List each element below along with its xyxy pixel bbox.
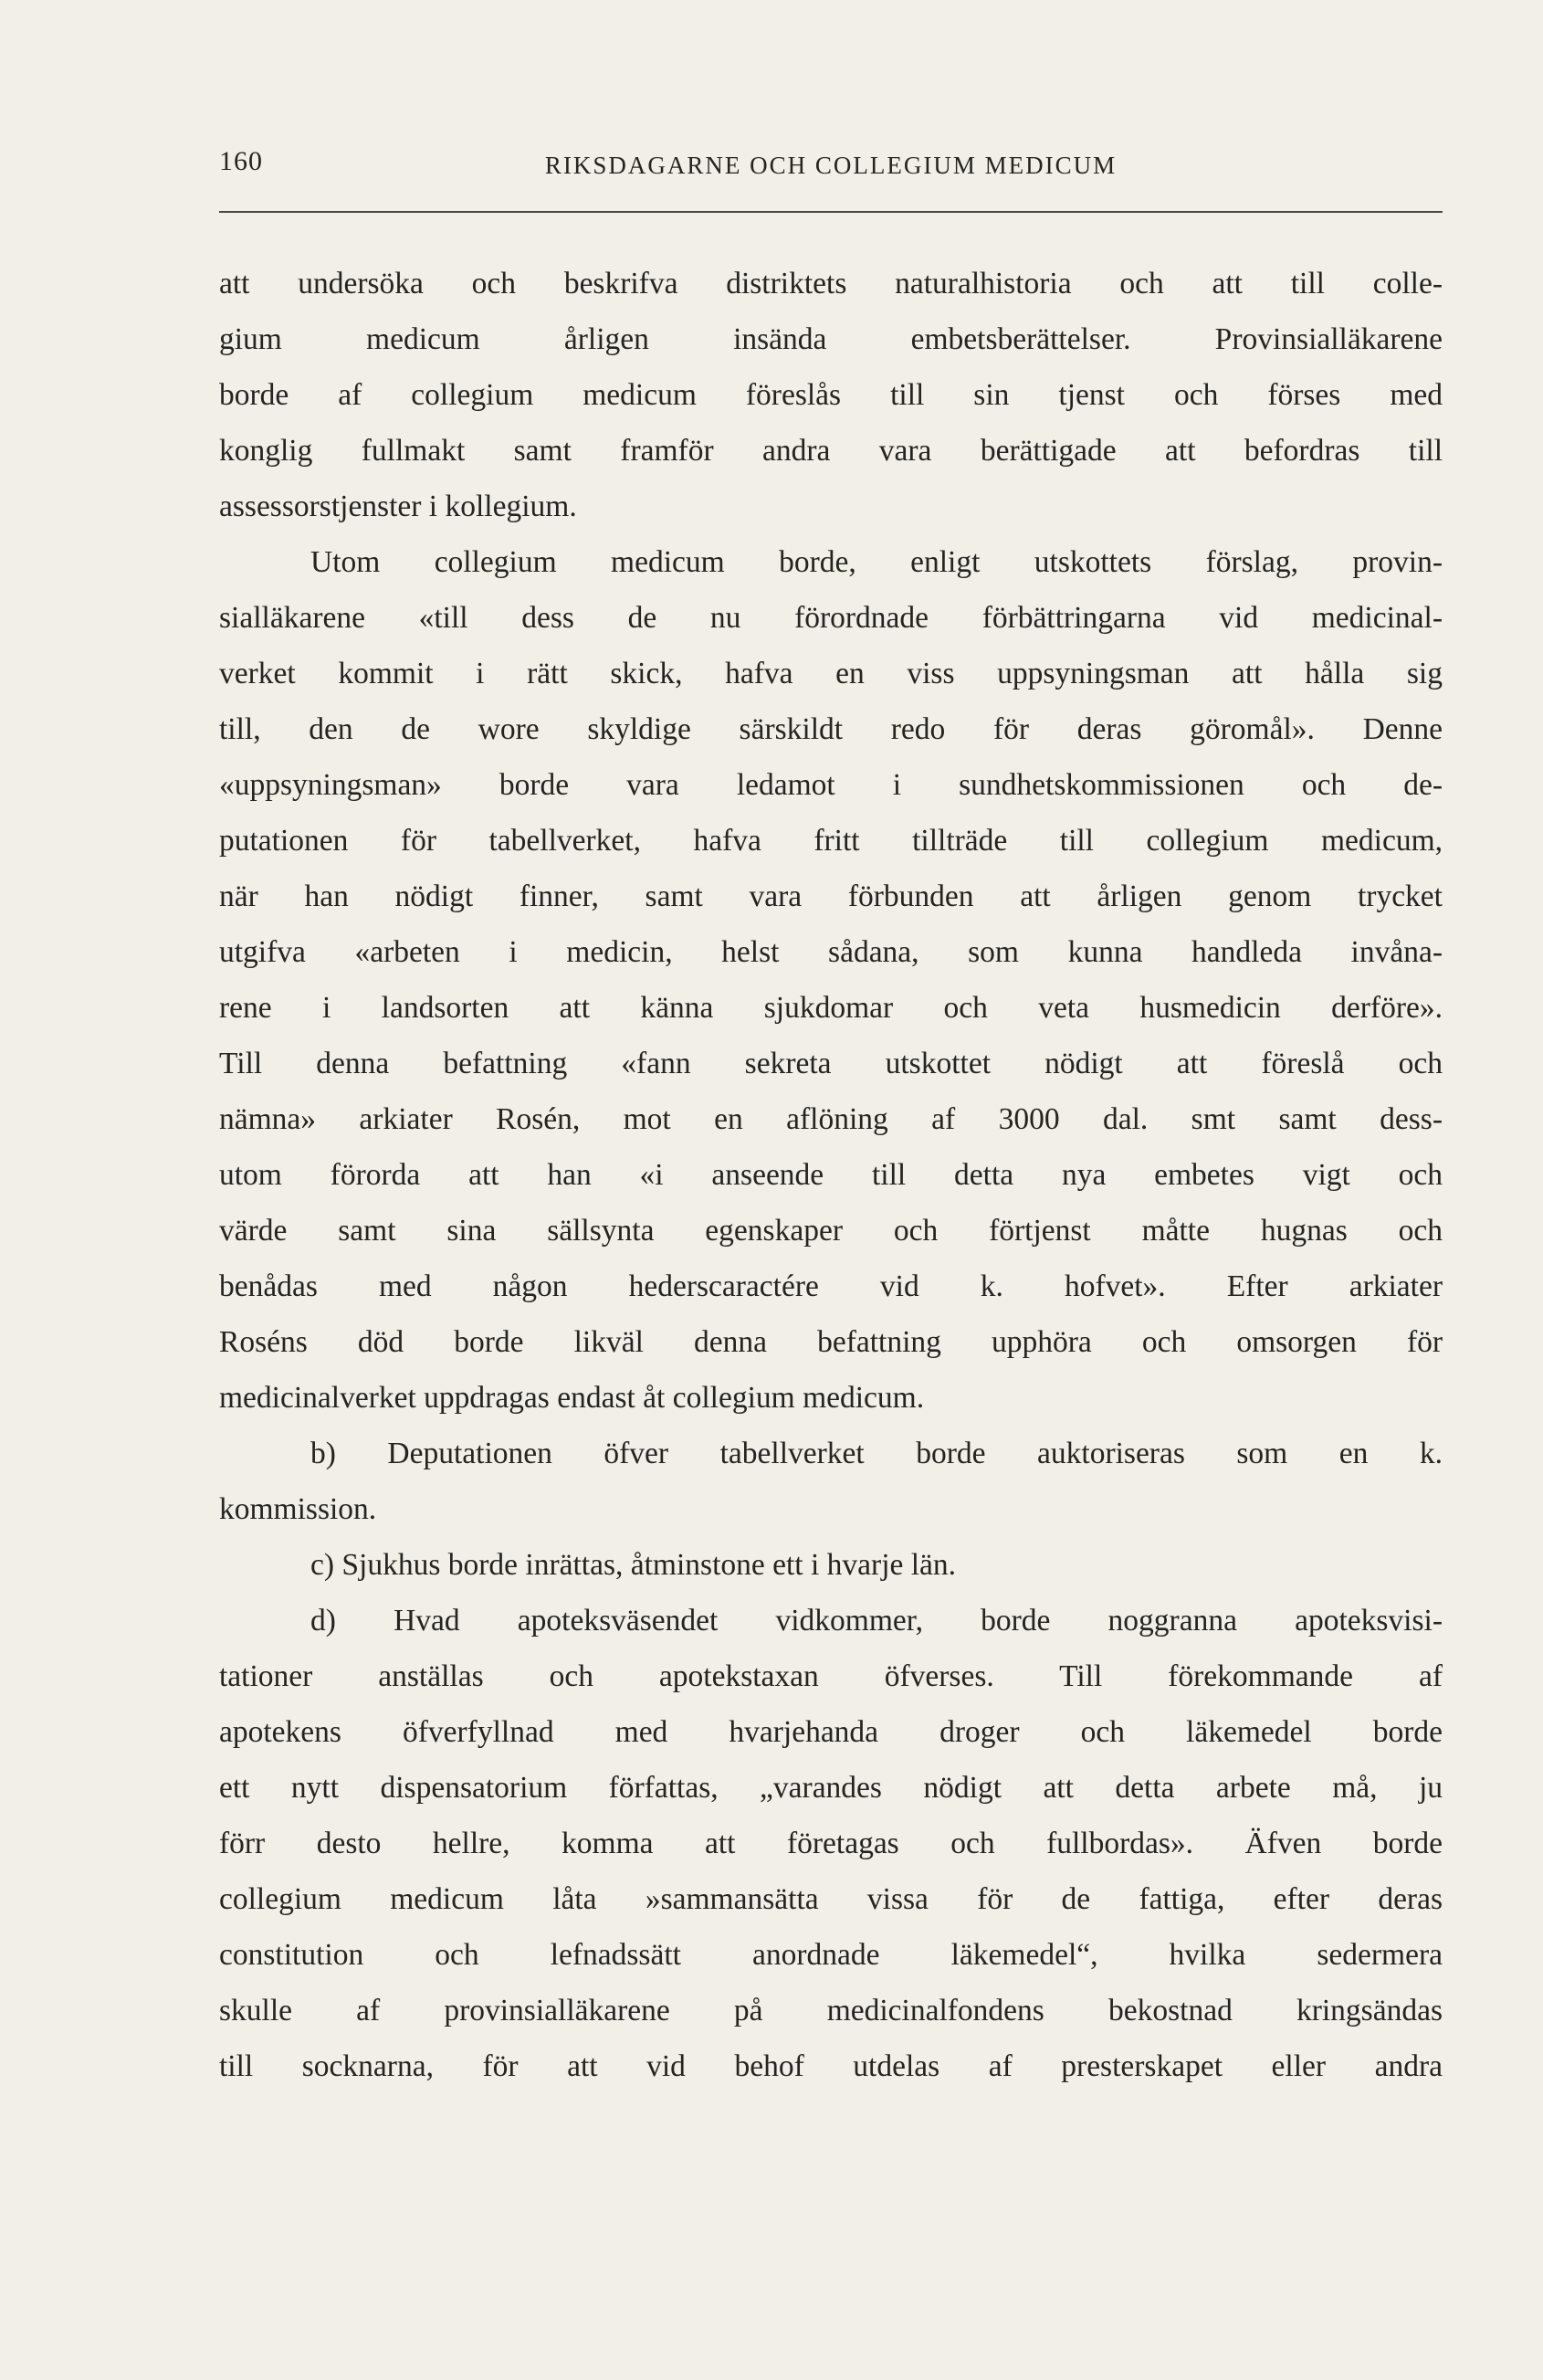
text-line: assessorstjenster i kollegium. <box>219 490 577 523</box>
text-line: sialläkarene «till dess de nu förordnade förbättringarna vid medicinal- <box>219 601 1443 635</box>
header-rule <box>219 211 1443 213</box>
text-line: gium medicum årligen insända embetsberättelser. Provinsialläkarene <box>219 322 1443 356</box>
text-line: apotekens öfverfyllnad med hvarjehanda droger och läkemedel borde <box>219 1715 1443 1749</box>
text-line: till socknarna, för att vid behof utdelas af presterskapet eller andra <box>219 2049 1443 2083</box>
text-line: konglig fullmakt samt framför andra vara berättigade att befordras till <box>219 434 1443 468</box>
text-line: borde af collegium medicum föreslås till sin tjenst och förses med <box>219 378 1443 412</box>
text-line: medicinalverket uppdragas endast åt collegium medicum. <box>219 1381 925 1415</box>
text-line: utgifva «arbeten i medicin, helst sådana, som kunna handleda invåna- <box>219 935 1443 969</box>
text-line: Roséns död borde likväl denna befattning upphöra och omsorgen för <box>219 1325 1443 1359</box>
text-line: till, den de wore skyldige särskildt redo för deras göromål». Denne <box>219 712 1443 746</box>
text-line: Till denna befattning «fann sekreta utskottet nödigt att föreslå och <box>219 1047 1443 1080</box>
text-line: skulle af provinsialläkarene på medicinalfondens bekostnad kringsändas <box>219 1994 1443 2027</box>
text-line: utom förorda att han «i anseende till detta nya embetes vigt och <box>219 1158 1443 1192</box>
text-line: när han nödigt finner, samt vara förbunden att årligen genom trycket <box>219 879 1443 913</box>
running-title: RIKSDAGARNE OCH COLLEGIUM MEDICUM <box>544 152 1118 179</box>
text-line: collegium medicum låta »sammansätta vissa för de fattiga, efter deras <box>219 1882 1443 1916</box>
text-line: kommission. <box>219 1492 377 1526</box>
text-line: värde samt sina sällsynta egenskaper och förtjenst måtte hugnas och <box>219 1214 1443 1248</box>
text-line: rene i landsorten att känna sjukdomar och veta husmedicin derföre». <box>219 991 1443 1025</box>
text-line: c) Sjukhus borde inrättas, åtminstone ett i hvarje län. <box>310 1548 957 1582</box>
text-line: förr desto hellre, komma att företagas och fullbordas». Äfven borde <box>219 1827 1443 1860</box>
text-line: putationen för tabellverket, hafva fritt tillträde till collegium medicum, <box>219 824 1443 858</box>
page-number: 160 <box>219 146 263 176</box>
text-line: att undersöka och beskrifva distriktets naturalhistoria och att till colle- <box>219 267 1443 300</box>
text-line: constitution och lefnadssätt anordnade läkemedel“, hvilka sedermera <box>219 1938 1443 1972</box>
body-text <box>219 256 1443 2094</box>
text-line: ett nytt dispensatorium författas, „varandes nödigt att detta arbete må, ju <box>219 1771 1443 1805</box>
text-line: «uppsyningsman» borde vara ledamot i sundhetskommissionen och de- <box>219 768 1443 802</box>
text-line: d) Hvad apoteksväsendet vidkommer, borde noggranna apoteksvisi- <box>310 1604 1443 1638</box>
text-line: nämna» arkiater Rosén, mot en aflöning af 3000 dal. smt samt dess- <box>219 1102 1443 1136</box>
text-line: b) Deputationen öfver tabellverket borde auktoriseras som en k. <box>310 1437 1443 1470</box>
text-line: Utom collegium medicum borde, enligt utskottets förslag, provin- <box>310 545 1443 579</box>
text-line: tationer anställas och apotekstaxan öfverses. Till förekommande af <box>219 1659 1443 1693</box>
page-header <box>219 146 1443 183</box>
text-line: benådas med någon hederscaractére vid k. hofvet». Efter arkiater <box>219 1269 1443 1303</box>
text-line: verket kommit i rätt skick, hafva en viss uppsyningsman att hålla sig <box>219 657 1443 690</box>
